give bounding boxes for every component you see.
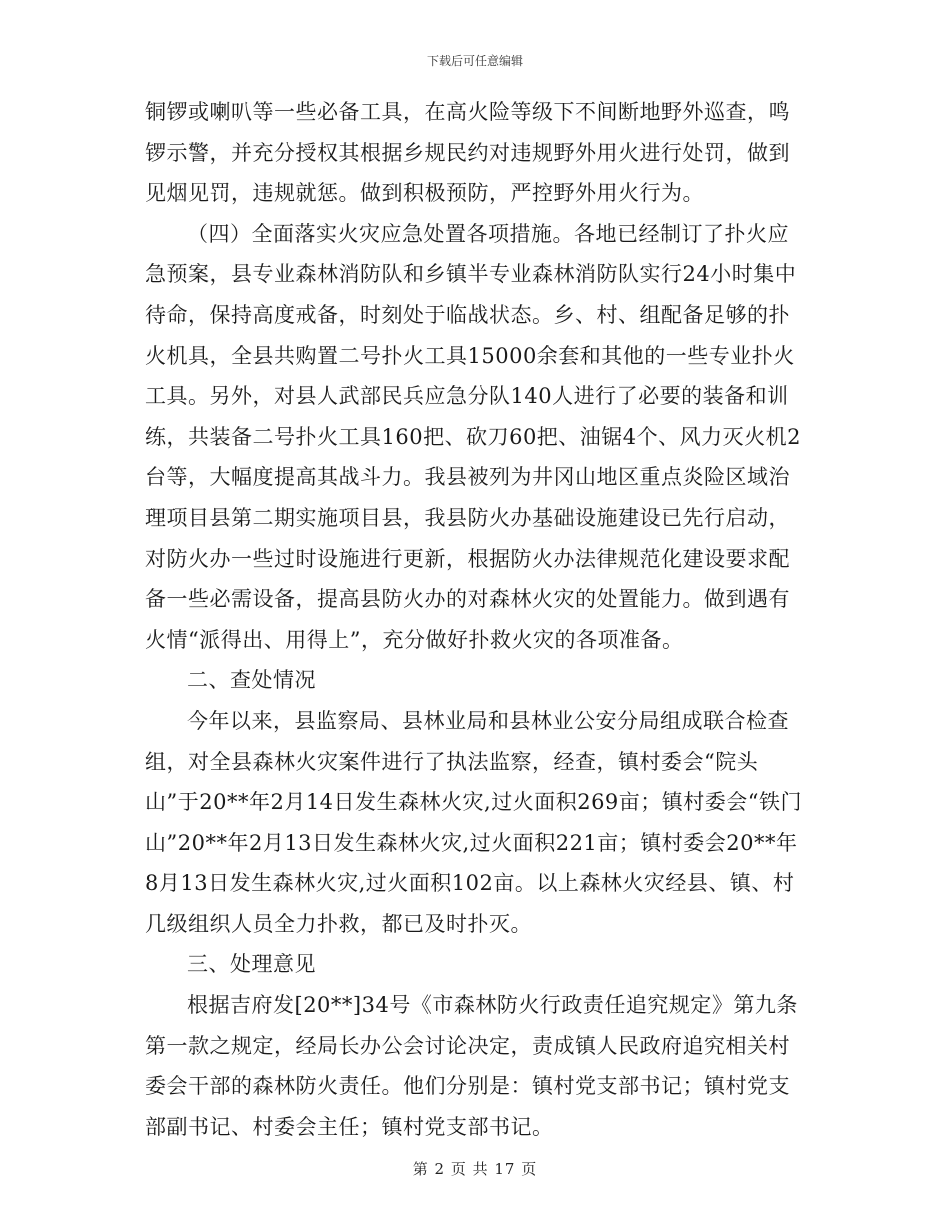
paragraph-section-four: （四）全面落实火灾应急处置各项措施。各地已经制订了扑火应急预案，县专业森林消防队和乡镇半专业森林消防队实行24小时集中待命，保持高度戒备，时刻处于临战状态。乡、村、组配备足够的扑火机具，全县共购置二号扑火工具15000余套和其他的一些专业扑火工具。另外，对县人武部民兵应急分队140人进行了必要的装备和训练，共装备二号扑火工具160把、砍刀60把、油锯4个、风力灭火机2台等，大幅度提高其战斗力。我县被列为井冈山地区重点炎险区域治理项目县第二期实施项目县，我县防火办基础设施建设已先行启动，对防火办一些过时设施进行更新，根据防火办法律规范化建设要求配备一些必需设备，提高县防火办的对森林火灾的处置能力。做到遇有火情“派得出、用得上”，充分做好扑救火灾的各项准备。 — [145, 221, 802, 652]
paragraph-handling: 根据吉府发[20**]34号《市森林防火行政责任追究规定》第九条第一款之规定，经局长办公会讨论决定，责成镇人民政府追究相关村委会干部的森林防火责任。他们分别是：镇村党支部书记；镇村党支部副书记、村委会主任；镇村党支部书记。 — [145, 993, 798, 1139]
section-heading-investigation: 二、查处情况 — [187, 668, 316, 693]
section-heading-handling: 三、处理意见 — [187, 952, 316, 977]
document-body — [145, 92, 810, 1147]
paragraph-continuation: 铜锣或喇叭等一些必备工具，在高火险等级下不间断地野外巡查，鸣锣示警，并充分授权其根据乡规民约对违规野外用火进行处罚，做到见烟见罚，违规就惩。做到积极预防，严控野外用火行为。 — [145, 100, 790, 206]
paragraph-investigation: 今年以来，县监察局、县林业局和县林业公安分局组成联合检查组，对全县森林火灾案件进行了执法监察，经查，镇村委会“院头山”于20**年2月14日发生森林火灾,过火面积269亩；镇村委会“铁门山”20**年2月13日发生森林火灾,过火面积221亩；镇村委会20**年8月13日发生森林火灾,过火面积102亩。以上森林火灾经县、镇、村几级组织人员全力扑救，都已及时扑灭。 — [145, 708, 803, 936]
page-number-footer: 第 2 页 共 17 页 — [412, 1160, 538, 1178]
page-header: 下载后可任意编辑 — [426, 54, 523, 68]
